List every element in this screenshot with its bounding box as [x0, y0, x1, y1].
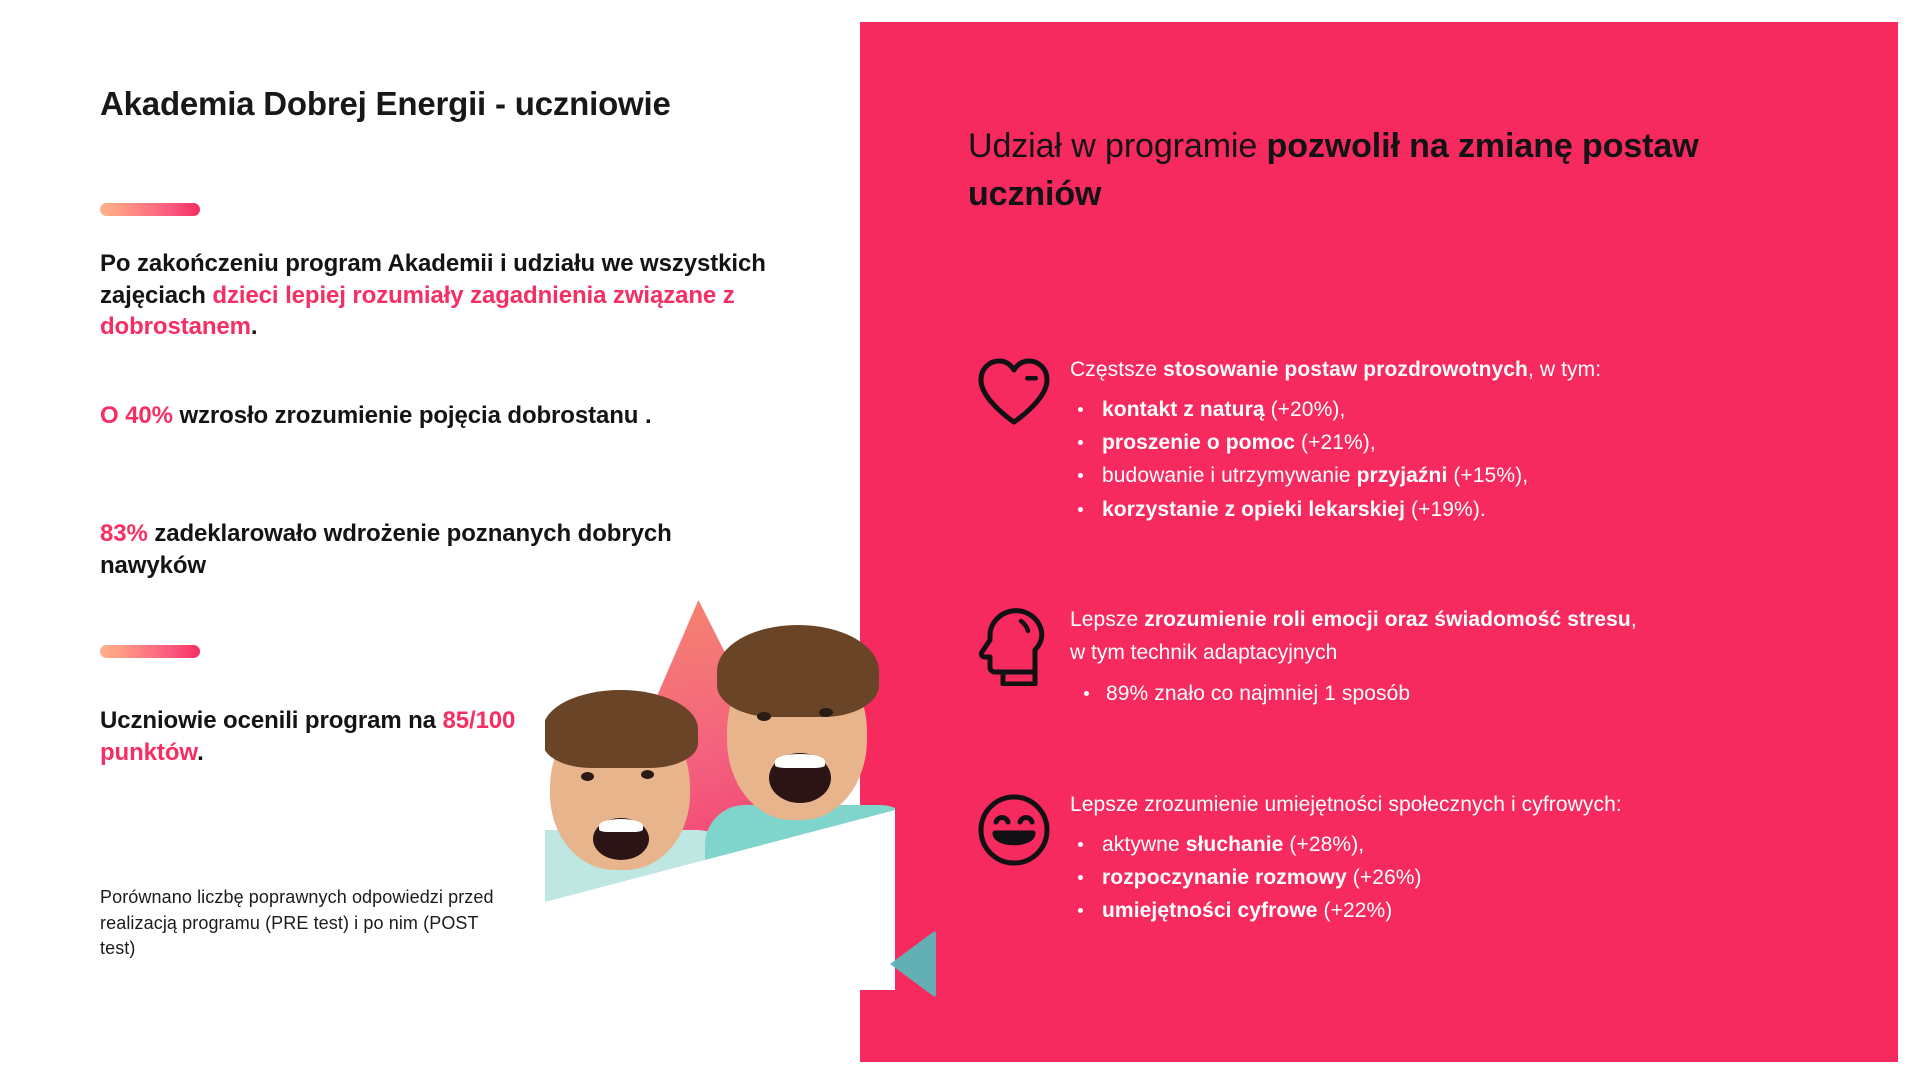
item-normal: 89% znało co najmniej 1 sposób [1106, 681, 1411, 705]
benefit-emotions-lead-1: Lepsze [1070, 608, 1145, 631]
item-bold: korzystanie z opieki lekarskiej [1102, 497, 1406, 521]
footnote-text: Porównano liczbę poprawnych odpowiedzi przed realizacją programu (PRE test) i po nim (POST test) [100, 887, 494, 959]
student-left-eye-r [641, 770, 654, 779]
right-pink-panel [858, 22, 1898, 1062]
stat-40-paragraph [100, 400, 820, 432]
intro-highlight: dzieci lepiej rozumiały zagadnienia związane z dobrostanem [100, 281, 735, 341]
item-normal: (+28%), [1283, 833, 1365, 857]
list-item [1070, 426, 1878, 459]
list-item [1070, 828, 1878, 861]
list-item [1070, 894, 1878, 927]
rating-text-part1: Uczniowie ocenili program na [100, 707, 443, 734]
item-pre: aktywne [1102, 833, 1186, 857]
benefit-group-social-body [1070, 787, 1878, 928]
benefit-emotions-lead-line2: w tym technik adaptacyjnych [1070, 641, 1338, 665]
list-item [1070, 393, 1878, 426]
head-profile-icon [958, 602, 1070, 686]
benefit-social-lead [1070, 789, 1878, 820]
benefit-health-lead-1: Częstsze [1070, 358, 1164, 381]
item-normal: (+15%), [1447, 464, 1529, 488]
stat-83-value: 83% [100, 520, 148, 547]
rating-text-part2: . [197, 738, 204, 766]
item-bold: kontakt z naturą [1102, 398, 1265, 422]
benefit-group-health-body [1070, 352, 1878, 526]
item-bold: umiejętności cyfrowe [1102, 899, 1318, 923]
accent-divider-top [100, 203, 200, 216]
benefit-health-lead-2: , w tym: [1528, 358, 1602, 381]
intro-text-part2: . [250, 313, 258, 341]
intro-paragraph [100, 248, 800, 343]
item-bold: przyjaźni [1356, 464, 1448, 488]
item-normal: (+20%), [1264, 398, 1346, 422]
rating-score: 85/100 punktów [100, 707, 516, 766]
stat-83-paragraph [100, 518, 740, 581]
item-normal: (+21%), [1295, 431, 1376, 455]
benefit-emotions-lead-2: , [1630, 608, 1637, 631]
stat-40-value: O 40% [100, 402, 173, 429]
page-title: Akademia Dobrej Energii - uczniowie [100, 85, 671, 122]
student-left-hair [545, 690, 698, 768]
item-normal: (+22%) [1317, 899, 1393, 923]
student-left-eye-l [581, 772, 594, 781]
benefit-emotions-list [1070, 677, 1878, 710]
heart-icon [958, 352, 1070, 428]
benefit-health-lead [1070, 354, 1878, 385]
panel-title-bold: pozwolił na zmianę postaw uczniów [968, 127, 1699, 214]
student-right-eye-l [757, 712, 771, 721]
benefit-social-lead-1: Lepsze zrozumienie umiejętności społecznych i cyfrowych: [1070, 793, 1622, 816]
intro-text-part1: Po zakończeniu program Akademii i udziału we wszystkich zajęciach [100, 250, 766, 309]
benefit-group-health [958, 352, 1878, 526]
item-pre: budowanie i utrzymywanie [1102, 464, 1357, 488]
list-item [1070, 459, 1878, 492]
benefit-health-lead-bold: stosowanie postaw prozdrowotnych [1163, 358, 1528, 381]
item-bold: słuchanie [1185, 833, 1284, 857]
accent-divider-bottom [100, 645, 200, 658]
benefit-emotions-lead [1070, 604, 1878, 635]
rating-paragraph [100, 705, 620, 768]
benefit-health-list [1070, 393, 1878, 526]
teal-triangle-decoration [890, 930, 936, 998]
stat-40-text: wzrosło zrozumienie pojęcia dobrostanu . [172, 402, 652, 429]
item-bold: proszenie o pomoc [1102, 431, 1296, 455]
student-right-hair [717, 625, 879, 717]
item-normal: (+26%) [1346, 866, 1422, 890]
item-bold: rozpoczynanie rozmowy [1102, 866, 1347, 890]
list-item [1070, 493, 1878, 526]
stat-83-text: zadeklarowało wdrożenie poznanych dobrych nawyków [100, 520, 672, 579]
list-item [1070, 861, 1878, 894]
benefit-social-list [1070, 828, 1878, 928]
benefit-group-emotions-body [1070, 602, 1878, 710]
item-normal: (+19%). [1405, 497, 1486, 521]
student-right-teeth [775, 754, 825, 768]
benefit-group-social [958, 787, 1878, 928]
list-item [1070, 677, 1878, 710]
benefit-emotions-lead-bold: zrozumienie roli emocji oraz świadomość stresu [1144, 608, 1631, 631]
smiley-face-icon [958, 787, 1070, 869]
student-left-teeth [599, 819, 643, 832]
benefit-group-emotions [958, 602, 1878, 710]
student-right-eye-r [819, 708, 833, 717]
panel-title [968, 122, 1828, 219]
panel-title-normal: Udział w programie [968, 127, 1267, 165]
students-photo-decoration [545, 590, 895, 990]
